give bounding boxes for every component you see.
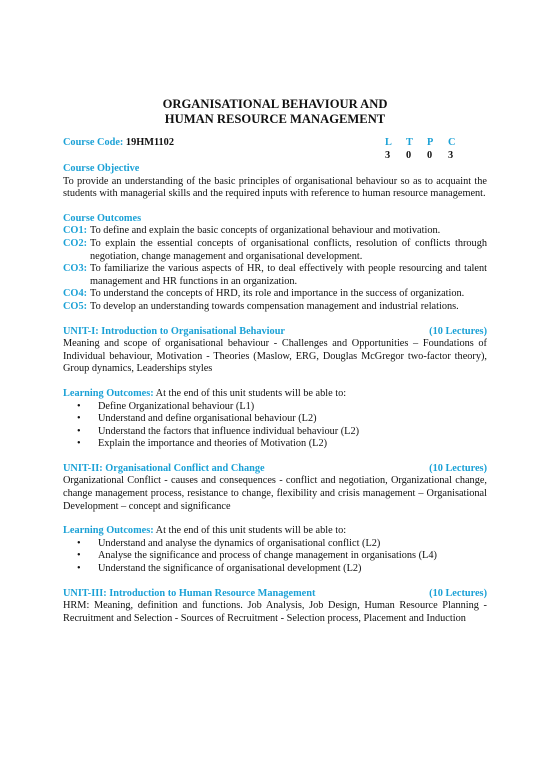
learning-outcome-text: Understand and analyse the dynamics of organisational conflict (L2) — [98, 537, 381, 549]
course-code-value: 19HM1102 — [125, 137, 174, 148]
course-outcome-item — [63, 225, 487, 238]
learning-outcome-text: Understand the significance of organisational development (L2) — [98, 563, 362, 575]
unit-2-learning-outcomes-heading — [63, 525, 487, 538]
learning-outcomes-intro: At the end of this unit students will be able to: — [153, 525, 347, 537]
unit-1-learning-outcomes — [63, 401, 487, 451]
learning-outcome-item — [77, 413, 487, 426]
bullet-icon: • — [77, 413, 81, 425]
unit-1-learning-outcomes-heading — [63, 388, 487, 401]
outcome-text: To develop an understanding towards compensation management and industrial relations. — [90, 300, 459, 312]
learning-outcome-text: Explain the importance and theories of Motivation (L2) — [98, 438, 328, 450]
objective-heading: Course Objective — [63, 163, 140, 174]
ltpc-values — [385, 150, 469, 163]
bullet-icon: • — [77, 400, 81, 412]
learning-outcome-item — [77, 401, 487, 414]
unit-title: UNIT-I: Introduction to Organisational Behaviour — [63, 325, 285, 337]
ltpc-c: C — [448, 137, 456, 148]
learning-outcome-item — [77, 538, 487, 551]
outcome-text: To define and explain the basic concepts of organizational behaviour and motivation. — [90, 225, 441, 237]
outcome-label: CO3: — [63, 263, 88, 275]
learning-outcome-item — [77, 550, 487, 563]
course-title-line2: HUMAN RESOURCE MANAGEMENT — [164, 112, 386, 126]
learning-outcome-item — [77, 563, 487, 576]
learning-outcomes-label: Learning Outcomes: — [63, 525, 154, 537]
ltpc-t-value: 0 — [406, 150, 412, 161]
unit-lectures: (10 Lectures) — [429, 325, 487, 337]
outcome-label: CO1: — [63, 225, 88, 237]
unit-1-heading — [63, 326, 487, 339]
unit-3-heading — [63, 588, 487, 601]
ltpc-p-value: 0 — [427, 150, 433, 161]
ltpc-t: T — [406, 137, 413, 148]
learning-outcomes-label: Learning Outcomes: — [63, 387, 154, 399]
unit-title: UNIT-III: Introduction to Human Resource Management — [63, 587, 316, 599]
learning-outcomes-intro: At the end of this unit students will be able to: — [153, 387, 347, 399]
outcome-text: To explain the essential concepts of organisational conflicts, resolution of conflicts through negotiation, change management and organisational development. — [90, 237, 487, 262]
course-outcome-item — [63, 263, 487, 288]
outcomes-heading: Course Outcomes — [63, 212, 142, 224]
unit-2-content: Organizational Conflict - causes and consequences - conflict and negotiation, Organizational change, change management process, resistance to change, flexibility and crisis management – Organisational Development – concept and significance — [63, 475, 487, 512]
bullet-icon: • — [77, 438, 81, 450]
course-title-line1: ORGANISATIONAL BEHAVIOUR AND — [162, 97, 388, 111]
unit-2-heading — [63, 463, 487, 476]
course-outcomes-list — [63, 225, 487, 313]
ltpc-l-value: 3 — [385, 150, 391, 161]
learning-outcome-item — [77, 438, 487, 451]
outcome-label: CO4: — [63, 288, 88, 300]
bullet-icon: • — [77, 563, 81, 575]
outcome-text: To understand the concepts of HRD, its role and importance in the success of organization. — [90, 288, 465, 300]
course-code-row — [63, 137, 487, 150]
ltpc-values-row — [63, 150, 487, 163]
unit-title: UNIT-II: Organisational Conflict and Change — [63, 462, 265, 474]
course-outcome-item — [63, 238, 487, 263]
outcome-text: To familiarize the various aspects of HR, to deal effectively with people resourcing and talent management and HR functions in an organization. — [90, 263, 487, 287]
unit-3-content: HRM: Meaning, definition and functions. Job Analysis, Job Design, Human Resource Planning - Recruitment and Selection - Sources of Recruitment - Selection process, Placement and Induction — [63, 600, 487, 624]
unit-lectures: (10 Lectures) — [429, 587, 487, 599]
unit-2-learning-outcomes — [63, 538, 487, 576]
ltpc-p: P — [427, 137, 434, 148]
ltpc-l: L — [385, 137, 392, 148]
ltpc-header — [385, 137, 469, 150]
course-code-label: Course Code: — [63, 137, 124, 148]
unit-lectures: (10 Lectures) — [429, 462, 487, 474]
learning-outcome-text: Understand the factors that influence individual behaviour (L2) — [98, 425, 360, 437]
outcome-label: CO2: — [63, 237, 88, 249]
learning-outcome-text: Analyse the significance and process of change management in organisations (L4) — [98, 550, 437, 562]
course-outcome-item — [63, 288, 487, 301]
learning-outcome-text: Define Organizational behaviour (L1) — [98, 400, 255, 412]
bullet-icon: • — [77, 537, 81, 549]
objective-text: To provide an understanding of the basic principles of organisational behaviour so as to acquaint the students with managerial skills and the required inputs with reference to human resource management. — [63, 175, 487, 200]
learning-outcome-text: Understand and define organisational behaviour (L2) — [98, 413, 317, 425]
bullet-icon: • — [77, 550, 81, 562]
ltpc-c-value: 3 — [448, 150, 454, 161]
learning-outcome-item — [77, 426, 487, 439]
course-outcome-item — [63, 301, 487, 314]
outcome-label: CO5: — [63, 300, 88, 312]
bullet-icon: • — [77, 425, 81, 437]
unit-1-content: Meaning and scope of organisational behaviour - Challenges and Opportunities – Foundations of Individual behaviour, Motivation - Theories (Maslow, ERG, Douglas McGregor two-factor theory), Group dynamics, Leaderships styles — [63, 338, 487, 375]
